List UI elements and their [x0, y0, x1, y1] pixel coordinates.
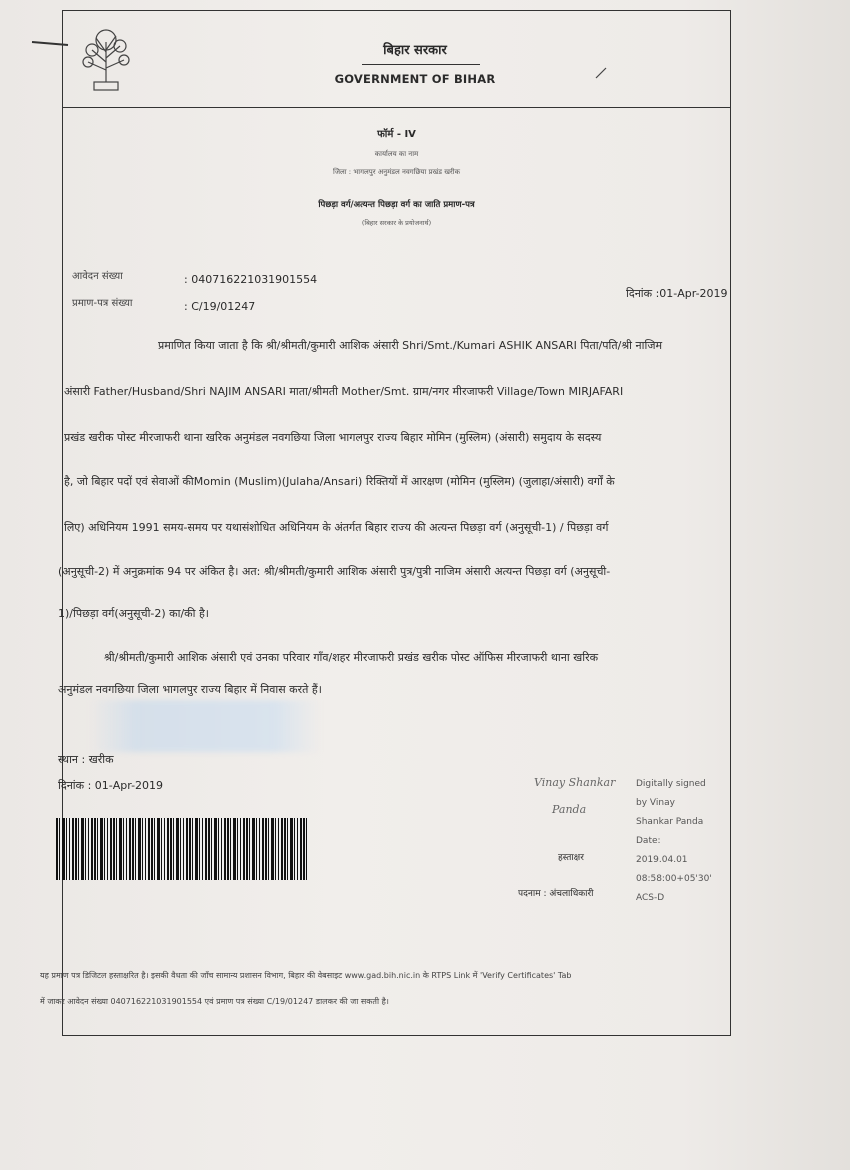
bihar-emblem-icon	[78, 22, 134, 94]
date-bottom: दिनांक : 01-Apr-2019	[58, 779, 164, 792]
redacted-area	[90, 700, 320, 752]
digital-signature-line: ACS-D	[636, 893, 665, 903]
place-label: स्थान : खरीक	[58, 753, 114, 766]
certificate-number-value: : C/19/01247	[184, 300, 256, 313]
government-title-hindi: बिहार सरकार	[383, 43, 447, 58]
digital-signature-line: Digitally signed	[636, 779, 706, 789]
application-number-value: : 040716221031901554	[184, 273, 318, 286]
body-line: 1)/पिछड़ा वर्ग(अनुसूची-2) का/की है।	[58, 607, 209, 620]
body-line: अनुमंडल नवगछिया जिला भागलपुर राज्य बिहार में निवास करते हैं।	[58, 683, 322, 696]
digital-signature-block	[636, 775, 712, 908]
body-line: प्रखंड खरीक पोस्ट मीरजाफरी थाना खरिक अनुमंडल नवगछिया जिला भागलपुर राज्य बिहार मोमिन (मुस्लिम) (अंसारी) समुदाय के सदस्य	[64, 431, 602, 444]
certificate-title: पिछड़ा वर्ग/अत्यन्त पिछड़ा वर्ग का जाति प्रमाण-पत्र	[318, 200, 475, 210]
body-line: प्रमाणित किया जाता है कि श्री/श्रीमती/कुमारी आशिक अंसारी Shri/Smt./Kumari ASHIK ANSARI पिता/पति/श्री नाजिम	[158, 339, 663, 352]
header-divider	[362, 64, 480, 65]
signature-script-line2: Panda	[552, 803, 587, 816]
footer-line: यह प्रमाण पत्र डिजिटल हस्ताक्षरित है। इसकी वैधता की जाँच सामान्य प्रशासन विभाग, बिहार की वेबसाइट www.gad.bih.nic.in के RTPS Link में 'Verify Certificates' Tab	[40, 971, 572, 980]
body-line: अंसारी Father/Husband/Shri NAJIM ANSARI माता/श्रीमती Mother/Smt. ग्राम/नगर मीरजाफरी Village/Town MIRJAFARI	[64, 385, 624, 398]
issue-date-top: दिनांक :01-Apr-2019	[626, 287, 728, 300]
body-line: (अनुसूची-2) में अनुक्रमांक 94 पर अंकित है। अत: श्री/श्रीमती/कुमारी आशिक अंसारी पुत्र/पुत्री नाजिम अंसारी अत्यन्त पिछड़ा वर्ग (अनुसूची-	[58, 565, 611, 578]
government-title-english: GOVERNMENT OF BIHAR	[334, 72, 496, 86]
signature-script-line1: Vinay Shankar	[534, 776, 616, 789]
document-header	[62, 10, 731, 108]
form-title: फॉर्म - IV	[377, 129, 416, 140]
body-line: लिए) अधिनियम 1991 समय-समय पर यथासंशोधित अधिनियम के अंतर्गत बिहार राज्य की अत्यन्त पिछड़ा वर्ग (अनुसूची-1) / पिछड़ा वर्ग	[64, 521, 609, 534]
body-line: श्री/श्रीमती/कुमारी आशिक अंसारी एवं उनका परिवार गाँव/शहर मीरजाफरी प्रखंड खरीक पोस्ट ऑफिस मीरजाफरी थाना खरिक	[104, 651, 599, 664]
body-line: है, जो बिहार पदों एवं सेवाओं कीMomin (Muslim)(Julaha/Ansari) रिक्तियों में आरक्षण (मोमिन (मुस्लिम) (जुलाहा/अंसारी) वर्गों के	[64, 475, 615, 488]
digital-signature-line: Shankar Panda	[636, 817, 704, 827]
digital-signature-line: 2019.04.01	[636, 855, 688, 865]
digital-signature-line: 08:58:00+05'30'	[636, 874, 712, 884]
footer-line: में जाकर आवेदन संख्या 040716221031901554 एवं प्रमाण पत्र संख्या C/19/01247 डालकर की जा सकती है।	[40, 997, 389, 1006]
office-address: जिला : भागलपुर अनुमंडल नवगछिया प्रखंड खरीक	[333, 168, 460, 176]
digital-signature-line: by Vinay	[636, 798, 675, 808]
office-name: कार्यालय का नाम	[374, 150, 419, 158]
designation-label: पदनाम : अंचलाधिकारी	[518, 889, 594, 899]
pen-tick-icon	[594, 66, 608, 80]
certificate-number-label: प्रमाण-पत्र संख्या	[72, 298, 133, 309]
application-number-label: आवेदन संख्या	[72, 271, 123, 282]
barcode-icon	[56, 818, 308, 880]
certificate-subtitle: (बिहार सरकार के प्रयोजनार्थ)	[361, 219, 432, 227]
digital-signature-line: Date:	[636, 836, 661, 846]
signature-label: हस्ताक्षर	[558, 853, 584, 863]
